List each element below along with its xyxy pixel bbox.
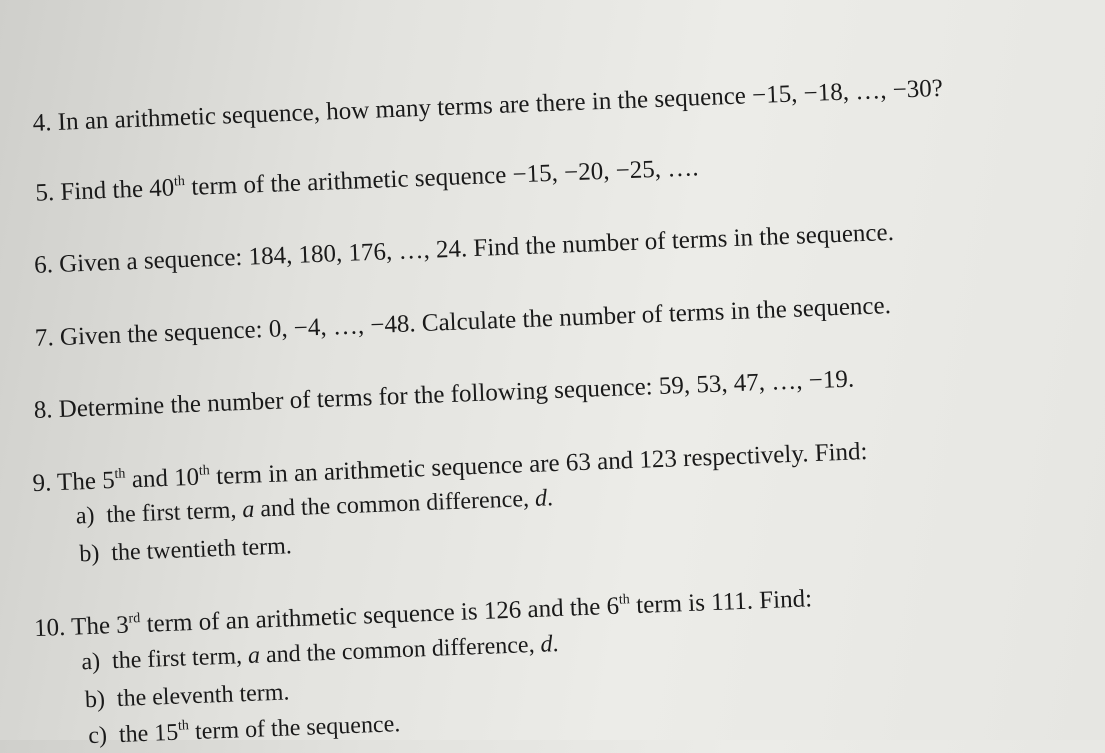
- question-9b: b) the twentieth term.: [78, 533, 293, 568]
- question-6: 6. Given a sequence: 184, 180, 176, …, 24. Find the number of terms in the sequence.: [33, 218, 895, 279]
- question-9a: a) the first term, a and the common difference, d.: [75, 485, 554, 530]
- question-7: 7. Given the sequence: 0, −4, …, −48. Calculate the number of terms in the sequence.: [34, 292, 892, 352]
- question-9: 9. The 5th and 10th term in an arithmetic sequence are 63 and 123 respectively. Find:: [32, 438, 868, 498]
- question-8: 8. Determine the number of terms for the following sequence: 59, 53, 47, …, −19.: [33, 365, 855, 424]
- question-10: 10. The 3rd term of an arithmetic sequence is 126 and the 6th term is 111. Find:: [33, 585, 813, 643]
- question-10b: b) the eleventh term.: [84, 679, 290, 714]
- question-10c: c) the 15th term of the sequence.: [87, 711, 401, 750]
- question-10a: a) the first term, a and the common difference, d.: [80, 631, 560, 676]
- question-5: 5. Find the 40th term of the arithmetic sequence −15, −20, −25, ….: [34, 154, 699, 207]
- question-4: 4. In an arithmetic sequence, how many terms are there in the sequence −15, −18, …, −30?: [32, 74, 944, 137]
